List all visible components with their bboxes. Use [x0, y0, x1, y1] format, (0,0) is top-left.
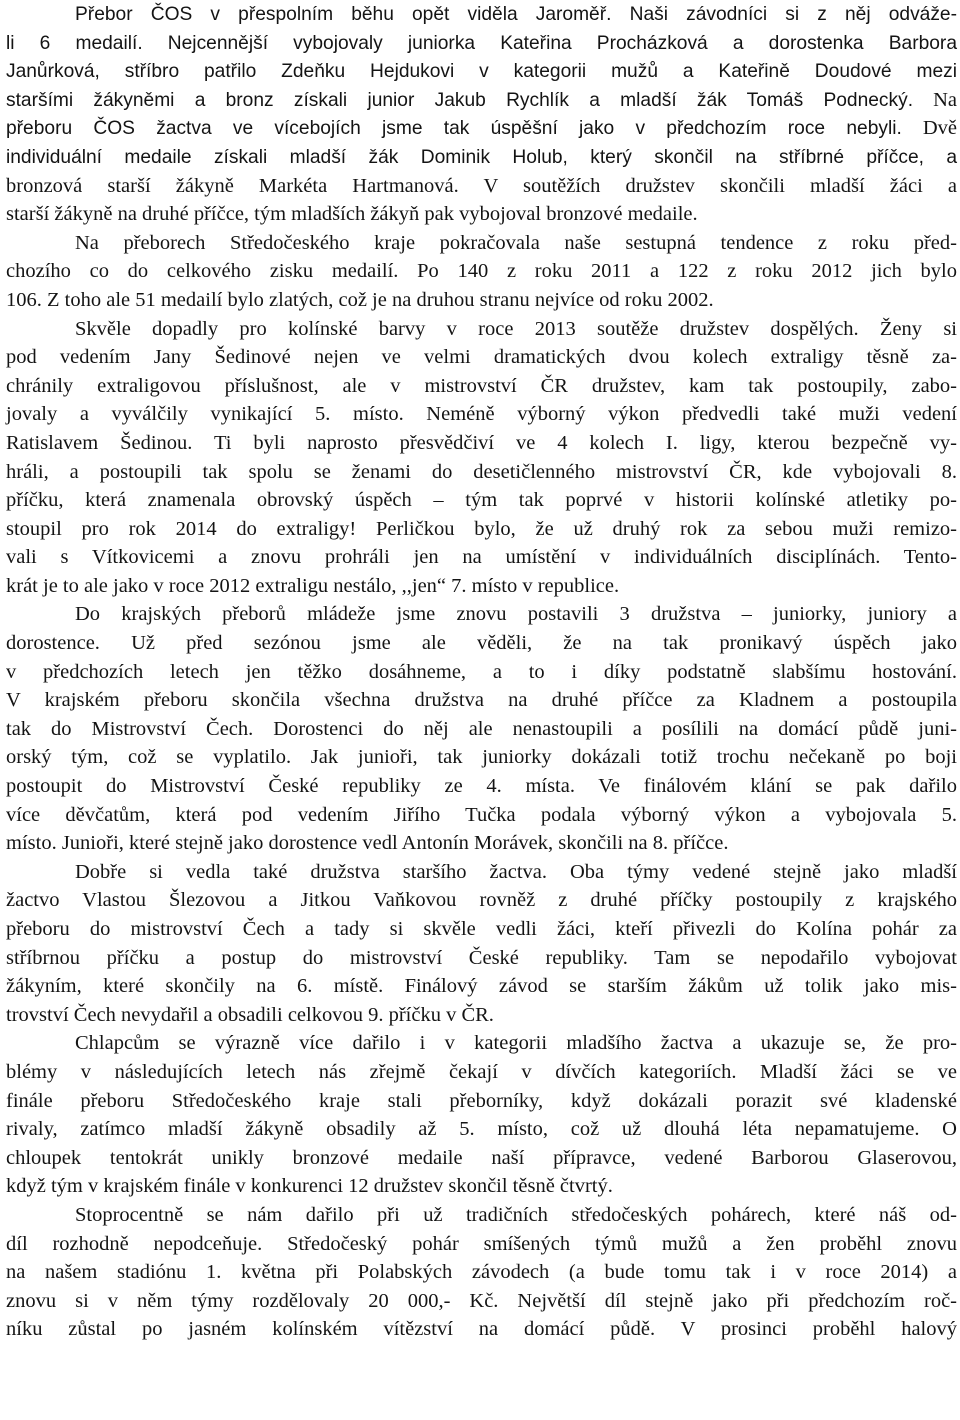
text-segment: v předchozích letech jen těžko dosáhneme, a to i díky podstatně slabšímu hostování. — [6, 660, 957, 683]
text-segment: Na — [913, 88, 957, 111]
text-line — [6, 629, 957, 658]
text-line — [6, 829, 957, 858]
text-segment: vali s Vítkovicemi a znovu prohráli jen na umístění v individuálních disciplínách. Tento- — [6, 546, 957, 569]
text-line — [6, 286, 957, 315]
text-segment: rivaly, zatímco mladší žákyně obsadily až 5. místo, což už dlouhá léta nepamatujeme. O — [6, 1118, 957, 1141]
text-line — [6, 686, 957, 715]
text-segment: na našem stadiónu 1. května při Polabských závodech (a bude tomu tak i v roce 2014) a — [6, 1261, 957, 1284]
paragraph-first-line — [6, 315, 957, 344]
text-segment: Do krajských přeborů mládeže jsme znovu postavili 3 družstva – juniorky, juniory a — [75, 603, 957, 626]
text-line — [6, 1258, 957, 1287]
paragraph-first-line — [6, 0, 957, 29]
text-line — [6, 429, 957, 458]
text-segment: tak do Mistrovství Čech. Dorostenci do něj ale nenastoupili a posílili na domácí půdě juni- — [6, 717, 957, 740]
text-segment: li 6 medailí. Nejcennější vybojovaly juniorka Kateřina Procházková a dorostenka Barbora — [6, 32, 957, 54]
text-line — [6, 801, 957, 830]
text-segment: žactvo Vlastou Šlezovou a Jitkou Vaňkovou rovněž z druhé příčky postoupily z krajského — [6, 889, 957, 912]
text-line — [6, 1087, 957, 1116]
text-line — [6, 114, 957, 143]
text-line — [6, 172, 957, 201]
paragraph-first-line — [6, 1201, 957, 1230]
text-segment: když tým v krajském finále v konkurenci 12 družstev skončil těsně čtvrtý. — [6, 1175, 613, 1198]
paragraph-first-line — [6, 600, 957, 629]
text-segment: příčku, která znamenala obrovský úspěch – tým tak poprvé v historii kolínské atletiky po- — [6, 489, 957, 512]
text-line — [6, 972, 957, 1001]
text-segment: Janůrková, stříbro patřilo Zdeňku Hejdukovi v kategorii mužů a Kateřině Doudové mezi — [6, 61, 957, 83]
text-line — [6, 1287, 957, 1316]
text-segment: Dobře si vedla také družstva staršího žactva. Oba týmy vedené stejně jako mladší — [75, 860, 957, 883]
text-segment: místo. Junioři, které stejně jako dorostence vedl Antonín Morávek, skončili na 8. příčce. — [6, 832, 729, 855]
text-line — [6, 458, 957, 487]
paragraph-first-line — [6, 1029, 957, 1058]
text-segment: trovství Čech nevydařil a obsadili celkovou 9. příčku v ČR. — [6, 1003, 494, 1026]
text-segment: chozího co do celkového zisku medailí. Po 140 z roku 2011 a 122 z roku 2012 jich bylo — [6, 260, 957, 283]
text-line — [6, 1001, 957, 1030]
text-segment: orský tým, což se vyplatilo. Jak junioři, tak juniorky dokázali totiž trochu nečekaně po boji — [6, 746, 957, 769]
text-segment: hráli, a postoupili tak spolu se ženami do desetičlenného mistrovství ČR, kde vybojovali 8. — [6, 460, 957, 483]
text-line — [6, 886, 957, 915]
text-segment: blémy v následujících letech nás zřejmě čekají v dívčích kategoriích. Mladší žáci se ve — [6, 1060, 957, 1083]
text-line — [6, 772, 957, 801]
text-segment: starší žákyně na druhé příčce, tým mladších žákyň pak vybojoval bronzové medaile. — [6, 203, 698, 226]
text-line — [6, 944, 957, 973]
text-line — [6, 400, 957, 429]
text-segment: znovu si v něm týmy rozdělovaly 20 000,- Kč. Největší díl stejně jako při předchozím roč- — [6, 1289, 957, 1312]
text-segment: stoupil pro rok 2014 do extraligy! Perličkou bylo, že už druhý rok za sebou muži remizo- — [6, 517, 957, 540]
text-line — [6, 915, 957, 944]
text-segment: žákyním, které skončily na 6. místě. Finálový závod se starším žákům už tolik jako mis- — [6, 975, 957, 998]
text-segment: dorostence. Už před sezónou jsme ale věděli, že na tak pronikavý úspěch jako — [6, 632, 957, 655]
text-line — [6, 343, 957, 372]
text-segment: krát je to ale jako v roce 2012 extraligu nestálo, ,,jen“ 7. místo v republice. — [6, 574, 620, 597]
text-segment: postoupit do Mistrovství České republiky ze 4. místa. Ve finálovém klání se pak dařilo — [6, 775, 957, 798]
text-segment: V krajském přeboru skončila všechna družstva na druhé příčce za Kladnem a postoupila — [6, 689, 957, 712]
text-line — [6, 372, 957, 401]
paragraph-first-line — [6, 229, 957, 258]
text-line — [6, 200, 957, 229]
text-line — [6, 1115, 957, 1144]
text-segment: Skvěle dopadly pro kolínské barvy v roce 2013 soutěže družstev dospělých. Ženy si — [75, 317, 957, 340]
text-segment: přeboru do mistrovství Čech a tady si skvěle vedli žáci, kteří přivezli do Kolína pohár za — [6, 918, 957, 940]
text-segment: individuální medaile získali mladší žák Dominik Holub, který skončil na stříbrné příčce, a — [6, 146, 957, 168]
text-line — [6, 86, 957, 115]
text-line — [6, 486, 957, 515]
text-segment: stříbrnou příčku a postup do mistrovství České republiky. Tam se nepodařilo vybojovat — [6, 946, 957, 969]
text-segment: staršími žákyněmi a bronz získali junior Jakub Rychlík a mladší žák Tomáš Podnecký. — [6, 89, 914, 111]
text-line — [6, 1315, 957, 1344]
text-line — [6, 1230, 957, 1259]
text-segment: chloupek tentokrát unikly bronzové medaile naší přípravce, vedené Barborou Glaserovou, — [6, 1146, 957, 1169]
text-segment: jovaly a vyválčily vynikající 5. místo. Neméně výborný výkon předvedli také muži vedení — [6, 403, 957, 426]
text-line — [6, 543, 957, 572]
text-line — [6, 1172, 957, 1201]
text-line — [6, 1058, 957, 1087]
text-segment: Přebor ČOS v přespolním běhu opět viděla Jaroměř. Naši závodníci si z něj odváže- — [75, 4, 957, 25]
text-segment: Dvě — [901, 117, 957, 140]
text-segment: přeboru ČOS žactva ve vícebojích jsme tak úspěšní jako v předchozím roce nebyli. — [6, 118, 902, 140]
text-line — [6, 658, 957, 687]
text-line — [6, 143, 957, 172]
text-segment: 106. Z toho ale 51 medailí bylo zlatých, což je na druhou stranu nejvíce od roku 2002. — [6, 288, 714, 311]
text-segment: chránily extraligovou příslušnost, ale v mistrovství ČR družstev, kam tak postoupily, zabo- — [6, 374, 957, 397]
text-segment: pod vedením Jany Šedinové nejen ve velmi dramatických dvou kolech extraligy těsně za- — [6, 346, 957, 369]
text-line — [6, 1144, 957, 1173]
text-segment: Stoprocentně se nám dařilo při už tradičních středočeských pohárech, které náš od- — [75, 1203, 957, 1226]
text-segment: Ratislavem Šedinou. Ti byli naprosto přesvědčiví ve 4 kolech I. ligy, kterou bezpečně vy- — [6, 431, 957, 454]
text-segment: Na přeborech Středočeského kraje pokračovala naše sestupná tendence z roku před- — [75, 231, 957, 254]
text-segment: níku zůstal po jasném kolínském vítězství na domácí půdě. V prosinci proběhl halový — [6, 1318, 957, 1341]
text-line — [6, 743, 957, 772]
text-line — [6, 29, 957, 58]
text-line — [6, 257, 957, 286]
text-line — [6, 715, 957, 744]
text-segment: bronzová starší žákyně Markéta Hartmanová. V soutěžích družstev skončili mladší žáci a — [6, 174, 957, 197]
article-text — [6, 0, 957, 1344]
paragraph-first-line — [6, 858, 957, 887]
text-line — [6, 57, 957, 86]
text-segment: více děvčatům, která pod vedením Jiřího Tučka podala výborný výkon a vybojovala 5. — [6, 803, 957, 826]
text-segment: finále přeboru Středočeského kraje stali přeborníky, když dokázali porazit své kladenské — [6, 1089, 957, 1112]
text-line — [6, 515, 957, 544]
text-segment: Chlapcům se výrazně více dařilo i v kategorii mladšího žactva a ukazuje se, že pro- — [75, 1032, 957, 1055]
text-segment: díl rozhodně nepodceňuje. Středočeský pohár smíšených týmů mužů a žen proběhl znovu — [6, 1232, 957, 1255]
text-line — [6, 572, 957, 601]
